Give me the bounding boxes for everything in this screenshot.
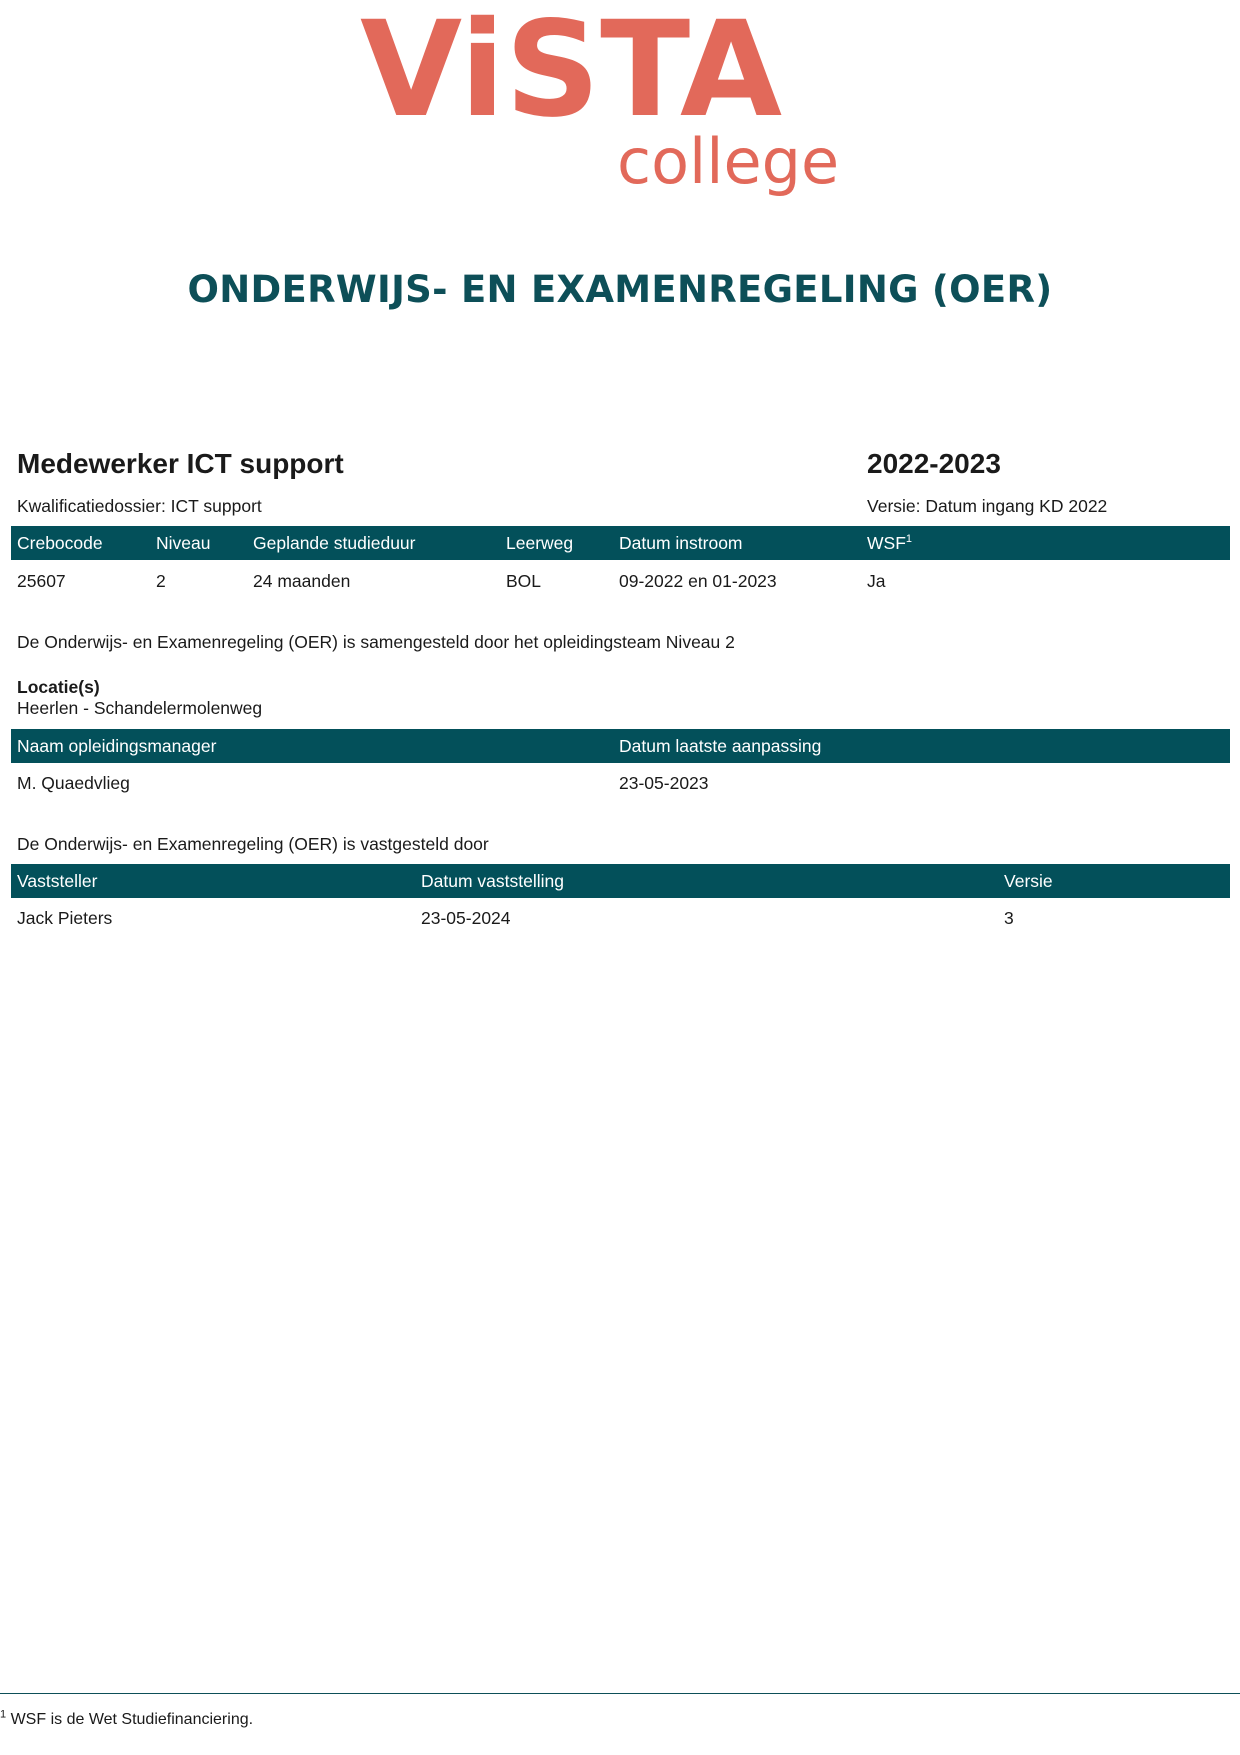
cell-last-change: 23-05-2023: [619, 773, 709, 793]
approval-table-row: [11, 901, 1230, 935]
header-versie: Versie: [1004, 871, 1053, 891]
footnote-marker: 1: [0, 1708, 7, 1721]
kd-version: Versie: Datum ingang KD 2022: [867, 496, 1108, 516]
document-title: ONDERWIJS- EN EXAMENREGELING (OER): [187, 268, 1053, 311]
cell-leerweg: BOL: [506, 571, 542, 591]
cell-datum-vaststelling: 23-05-2024: [421, 908, 511, 928]
cell-studieduur: 24 maanden: [253, 571, 351, 591]
header-datum-vaststelling: Datum vaststelling: [421, 871, 564, 891]
manager-table-header: [11, 729, 1230, 763]
header-studieduur: Geplande studieduur: [253, 533, 416, 553]
logo-wordmark: ViSTA: [360, 0, 783, 147]
header-instroom: Datum instroom: [619, 533, 743, 553]
wsf-footnote-marker: 1: [905, 533, 913, 546]
cell-niveau: 2: [156, 571, 166, 591]
logo-subtext: college: [617, 125, 840, 198]
header-crebocode: Crebocode: [17, 533, 103, 553]
program-table-header: [11, 526, 1230, 560]
program-table-row: [11, 564, 1230, 598]
cell-crebocode: 25607: [17, 571, 66, 591]
school-year: 2022-2023: [867, 448, 1001, 479]
vista-logo-mark: [360, 0, 880, 205]
footnote-divider: [0, 1693, 1240, 1694]
cell-versie: 3: [1004, 908, 1014, 928]
kwalificatiedossier: Kwalificatiedossier: ICT support: [17, 496, 262, 516]
composed-by-text: De Onderwijs- en Examenregeling (OER) is samengesteld door het opleidingsteam Niveau 2: [17, 632, 735, 652]
cell-vaststeller: Jack Pieters: [17, 908, 113, 928]
header-manager: Naam opleidingsmanager: [17, 736, 217, 756]
manager-table-row: [11, 766, 1230, 800]
footnote: [0, 1708, 254, 1729]
header-wsf-label: WSF: [867, 533, 906, 553]
header-last-change: Datum laatste aanpassing: [619, 736, 822, 756]
cell-instroom: 09-2022 en 01-2023: [619, 571, 777, 591]
footnote-text: WSF is de Wet Studiefinanciering.: [10, 1711, 254, 1728]
header-leerweg: Leerweg: [506, 533, 574, 553]
locations-value: Heerlen - Schandelermolenweg: [17, 698, 263, 718]
header-vaststeller: Vaststeller: [17, 871, 98, 891]
vista-college-logo: [0, 0, 1240, 210]
program-name: Medewerker ICT support: [17, 448, 344, 479]
established-by-text: De Onderwijs- en Examenregeling (OER) is vastgesteld door: [17, 834, 489, 854]
header-wsf: [867, 526, 912, 560]
cell-wsf: Ja: [867, 571, 886, 591]
approval-table-header: [11, 864, 1230, 898]
header-niveau: Niveau: [156, 533, 211, 553]
cell-manager: M. Quaedvlieg: [17, 773, 130, 793]
locations-label: Locatie(s): [17, 677, 100, 697]
